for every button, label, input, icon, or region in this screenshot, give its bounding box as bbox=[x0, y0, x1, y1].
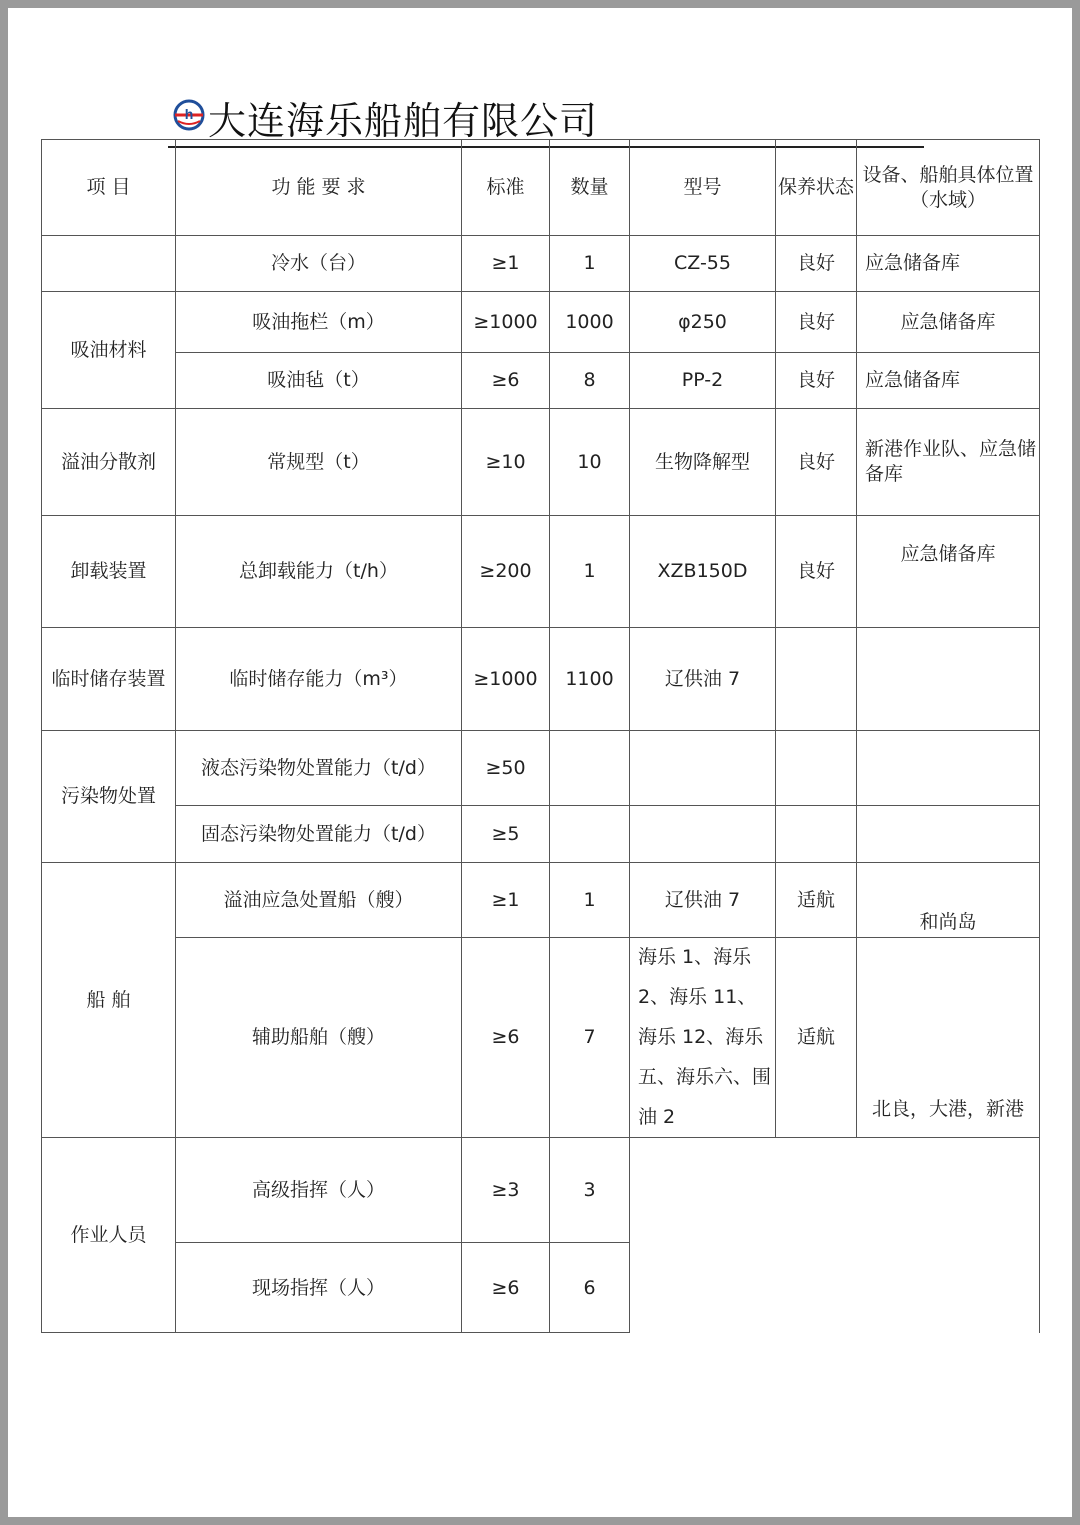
model-cell: XZB150D bbox=[630, 516, 776, 628]
location-cell bbox=[857, 628, 1040, 731]
table-row bbox=[42, 628, 1040, 731]
standard-cell: ≥6 bbox=[462, 353, 550, 409]
model-cell: 辽供油 7 bbox=[630, 863, 776, 938]
quantity-cell: 6 bbox=[550, 1243, 630, 1333]
empty-area bbox=[630, 1138, 1040, 1333]
function-cell: 临时储存能力（m³） bbox=[176, 628, 462, 731]
status-cell: 良好 bbox=[776, 409, 857, 516]
table-row bbox=[42, 806, 1040, 863]
function-cell: 固态污染物处置能力（t/d） bbox=[176, 806, 462, 863]
table-row bbox=[42, 353, 1040, 409]
category-cell: 污染物处置 bbox=[42, 731, 176, 863]
standard-cell: ≥1000 bbox=[462, 292, 550, 353]
standard-cell: ≥1 bbox=[462, 863, 550, 938]
quantity-cell: 1 bbox=[550, 516, 630, 628]
function-cell: 液态污染物处置能力（t/d） bbox=[176, 731, 462, 806]
header-model: 型号 bbox=[630, 140, 776, 236]
status-cell bbox=[776, 806, 857, 863]
status-cell: 良好 bbox=[776, 353, 857, 409]
category-cell: 吸油材料 bbox=[42, 292, 176, 409]
status-cell: 良好 bbox=[776, 292, 857, 353]
table-row bbox=[42, 1138, 1040, 1243]
model-cell bbox=[630, 731, 776, 806]
model-cell: φ250 bbox=[630, 292, 776, 353]
header-standard: 标准 bbox=[462, 140, 550, 236]
status-cell: 适航 bbox=[776, 938, 857, 1138]
header-item: 项 目 bbox=[42, 140, 176, 236]
header-row bbox=[42, 140, 1040, 236]
company-name: 大连海乐船舶有限公司 bbox=[208, 99, 599, 143]
table-row bbox=[42, 938, 1040, 1138]
quantity-cell: 1 bbox=[550, 236, 630, 292]
header-function: 功 能 要 求 bbox=[176, 140, 462, 236]
location-cell bbox=[857, 731, 1040, 806]
company-logo-icon bbox=[172, 98, 206, 132]
quantity-cell: 1000 bbox=[550, 292, 630, 353]
location-cell: 和尚岛 bbox=[857, 863, 1040, 938]
function-cell: 冷水（台） bbox=[176, 236, 462, 292]
location-cell: 新港作业队、应急储备库 bbox=[857, 409, 1040, 516]
location-cell bbox=[857, 806, 1040, 863]
standard-cell: ≥6 bbox=[462, 938, 550, 1138]
function-cell: 溢油应急处置船（艘） bbox=[176, 863, 462, 938]
standard-cell: ≥3 bbox=[462, 1138, 550, 1243]
model-cell bbox=[630, 806, 776, 863]
quantity-cell: 10 bbox=[550, 409, 630, 516]
table-row bbox=[42, 863, 1040, 938]
header-location: 设备、船舶具体位置（水域） bbox=[857, 140, 1040, 236]
header-quantity: 数量 bbox=[550, 140, 630, 236]
function-cell: 辅助船舶（艘） bbox=[176, 938, 462, 1138]
table-row bbox=[42, 731, 1040, 806]
status-cell bbox=[776, 731, 857, 806]
model-cell: 海乐 1、海乐 2、海乐 11、海乐 12、海乐五、海乐六、围油 2 bbox=[630, 938, 776, 1138]
category-cell: 溢油分散剂 bbox=[42, 409, 176, 516]
status-cell bbox=[776, 628, 857, 731]
category-cell: 船 舶 bbox=[42, 863, 176, 1138]
document-page bbox=[8, 8, 1072, 1517]
function-cell: 总卸载能力（t/h） bbox=[176, 516, 462, 628]
model-cell: 生物降解型 bbox=[630, 409, 776, 516]
location-cell: 应急储备库 bbox=[857, 516, 1040, 628]
equipment-table bbox=[41, 139, 1040, 1333]
quantity-cell: 7 bbox=[550, 938, 630, 1138]
location-cell: 北良，大港，新港 bbox=[857, 938, 1040, 1138]
quantity-cell: 3 bbox=[550, 1138, 630, 1243]
standard-cell: ≥10 bbox=[462, 409, 550, 516]
model-cell: PP-2 bbox=[630, 353, 776, 409]
standard-cell: ≥6 bbox=[462, 1243, 550, 1333]
standard-cell: ≥50 bbox=[462, 731, 550, 806]
category-cell: 作业人员 bbox=[42, 1138, 176, 1333]
table-row bbox=[42, 292, 1040, 353]
function-cell: 常规型（t） bbox=[176, 409, 462, 516]
standard-cell: ≥1 bbox=[462, 236, 550, 292]
standard-cell: ≥5 bbox=[462, 806, 550, 863]
location-cell: 应急储备库 bbox=[857, 292, 1040, 353]
quantity-cell: 1 bbox=[550, 863, 630, 938]
table-row bbox=[42, 516, 1040, 628]
model-cell: 辽供油 7 bbox=[630, 628, 776, 731]
standard-cell: ≥1000 bbox=[462, 628, 550, 731]
status-cell: 适航 bbox=[776, 863, 857, 938]
location-cell: 应急储备库 bbox=[857, 353, 1040, 409]
standard-cell: ≥200 bbox=[462, 516, 550, 628]
table-row bbox=[42, 236, 1040, 292]
function-cell: 高级指挥（人） bbox=[176, 1138, 462, 1243]
model-cell: CZ-55 bbox=[630, 236, 776, 292]
logo-letter: h bbox=[184, 106, 194, 122]
status-cell: 良好 bbox=[776, 516, 857, 628]
quantity-cell bbox=[550, 806, 630, 863]
function-cell: 现场指挥（人） bbox=[176, 1243, 462, 1333]
status-cell: 良好 bbox=[776, 236, 857, 292]
location-cell: 应急储备库 bbox=[857, 236, 1040, 292]
quantity-cell bbox=[550, 731, 630, 806]
function-cell: 吸油毡（t） bbox=[176, 353, 462, 409]
header-status: 保养状态 bbox=[776, 140, 857, 236]
function-cell: 吸油拖栏（m） bbox=[176, 292, 462, 353]
category-cell: 卸载装置 bbox=[42, 516, 176, 628]
table-row bbox=[42, 409, 1040, 516]
category-cell: 临时储存装置 bbox=[42, 628, 176, 731]
quantity-cell: 8 bbox=[550, 353, 630, 409]
category-cell-empty bbox=[42, 236, 176, 292]
quantity-cell: 1100 bbox=[550, 628, 630, 731]
